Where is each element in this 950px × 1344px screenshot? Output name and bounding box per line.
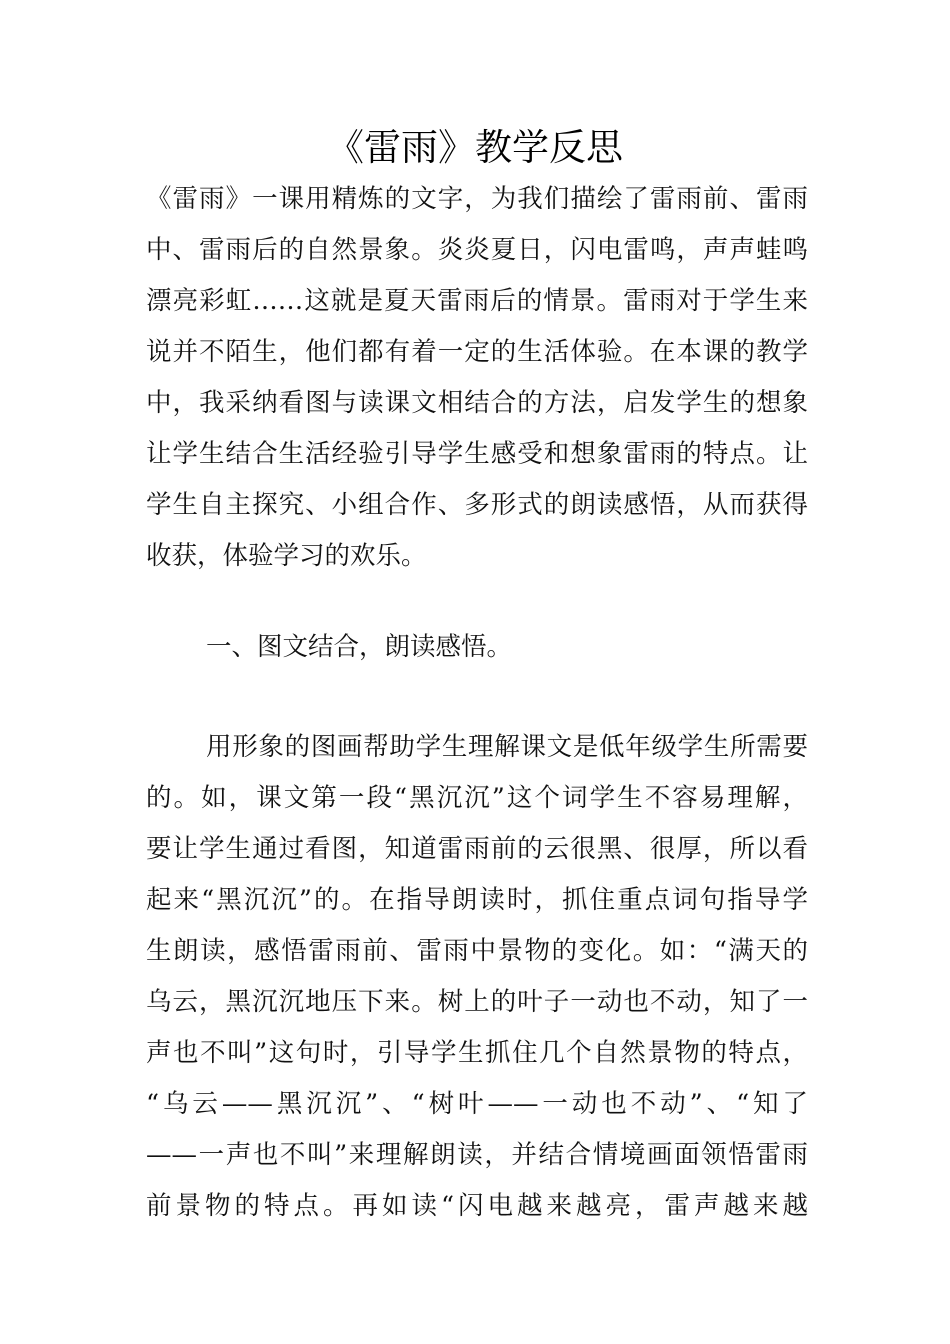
text-line: 生朗读，感悟雷雨前、雷雨中景物的变化。如：“满天的 xyxy=(146,936,808,966)
paragraph-intro xyxy=(146,174,808,582)
page-title: 《雷雨》教学反思 xyxy=(327,126,623,169)
text-line: 声也不叫”这句时，引导学生抓住几个自然景物的特点， xyxy=(146,1038,808,1068)
text-line: 中、雷雨后的自然景象。炎炎夏日，闪电雷鸣，声声蛙鸣 xyxy=(146,235,808,265)
text-line: 要让学生通过看图，知道雷雨前的云很黑、很厚，所以看 xyxy=(146,834,808,864)
text-line: 乌云，黑沉沉地压下来。树上的叶子一动也不动，知了一 xyxy=(146,987,808,1017)
text-line: 用形象的图画帮助学生理解课文是低年级学生所需要 xyxy=(206,732,808,762)
text-line: “乌云——黑沉沉”、“树叶——一动也不动”、“知了 xyxy=(146,1089,808,1119)
text-line: 漂亮彩虹……这就是夏天雷雨后的情景。雷雨对于学生来 xyxy=(146,286,808,316)
text-line: 《雷雨》一课用精炼的文字，为我们描绘了雷雨前、雷雨 xyxy=(146,184,808,214)
text-line: ——一声也不叫”来理解朗读，并结合情境画面领悟雷雨 xyxy=(146,1140,808,1170)
text-line: 学生自主探究、小组合作、多形式的朗读感悟，从而获得 xyxy=(146,490,808,520)
text-line: 起来“黑沉沉”的。在指导朗读时，抓住重点词句指导学 xyxy=(146,885,808,915)
text-line: 前景物的特点。再如读“闪电越来越亮，雷声越来越 xyxy=(146,1191,808,1221)
text-line: 收获，体验学习的欢乐。 xyxy=(146,541,427,571)
text-line: 的。如，课文第一段“黑沉沉”这个词学生不容易理解， xyxy=(146,783,808,813)
section-heading xyxy=(146,622,808,673)
text-line: 让学生结合生活经验引导学生感受和想象雷雨的特点。让 xyxy=(146,439,808,469)
paragraph-section1 xyxy=(146,722,808,1232)
text-line: 说并不陌生，他们都有着一定的生活体验。在本课的教学 xyxy=(146,337,808,367)
section-heading-text: 一、图文结合，朗读感悟。 xyxy=(206,632,513,662)
text-line: 中，我采纳看图与读课文相结合的方法，启发学生的想象 xyxy=(146,388,808,418)
